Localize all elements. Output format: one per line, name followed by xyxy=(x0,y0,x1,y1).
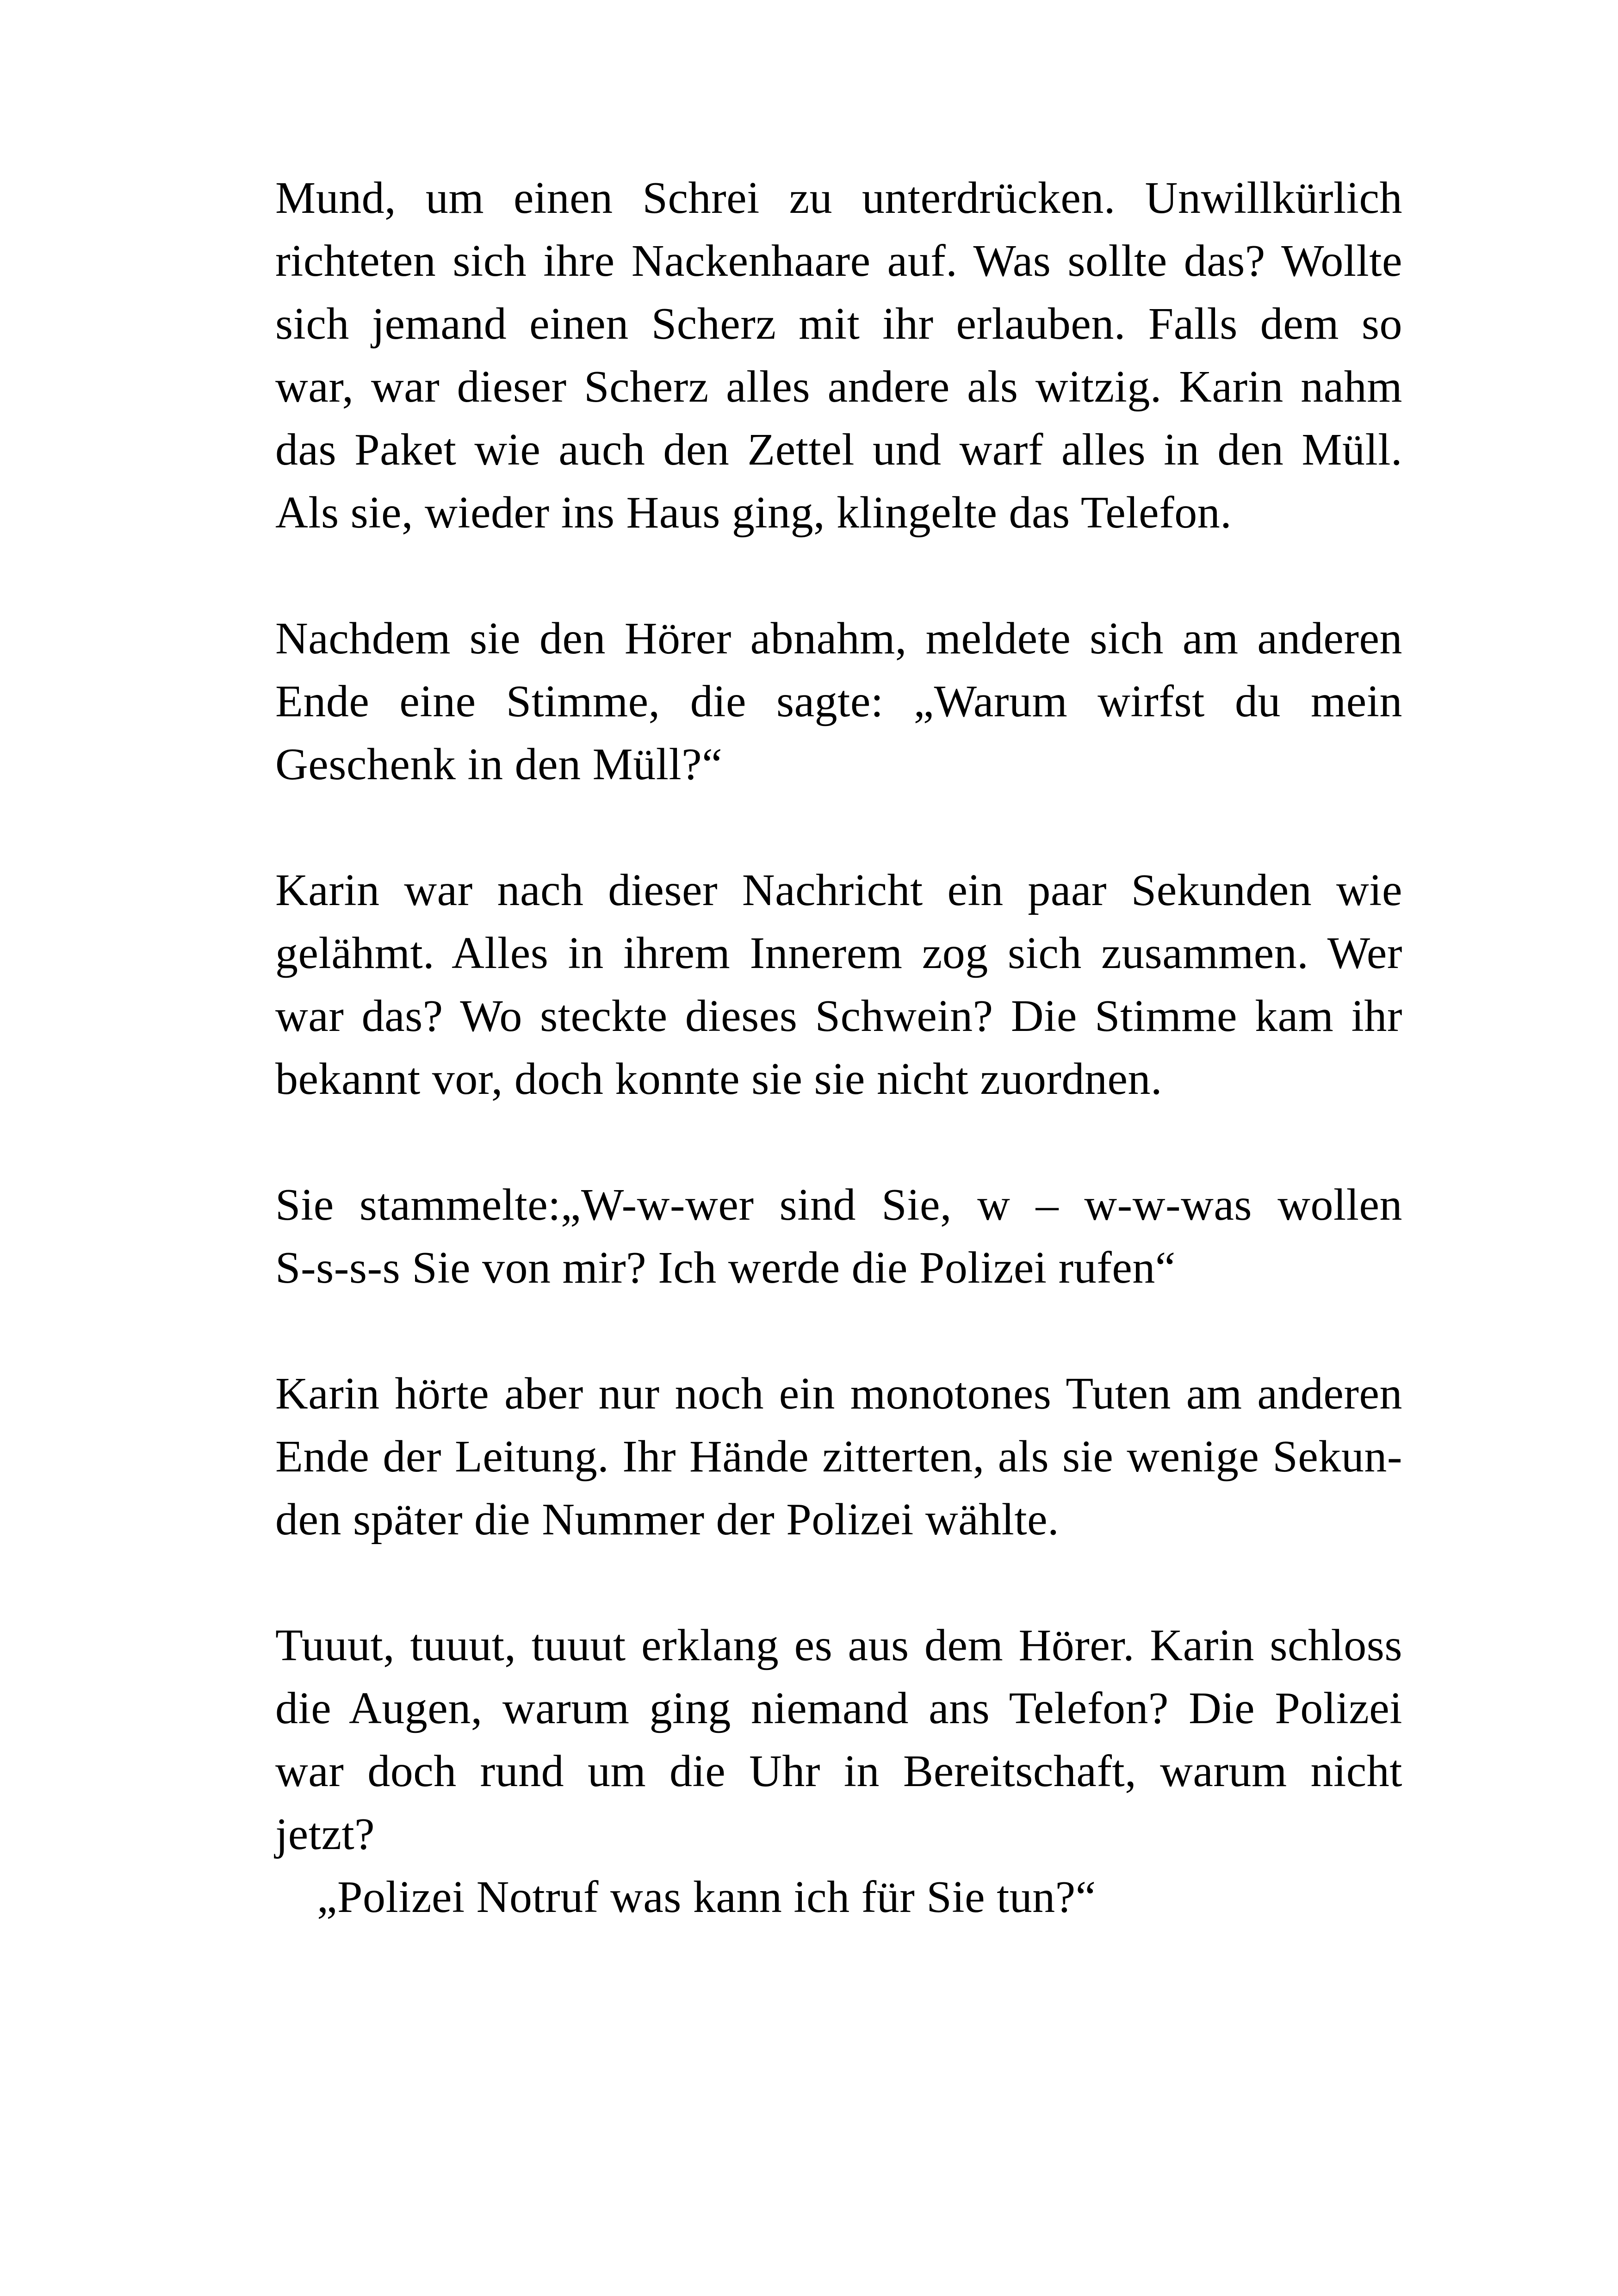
text-line: „Polizei Notruf was kann ich für Sie tun?“ xyxy=(317,1872,1096,1922)
text-line: jetzt? xyxy=(275,1809,375,1859)
text-line: Tuuut, tuuut, tuuut erklang es aus dem Hörer. Karin schloss xyxy=(275,1620,1402,1670)
text-line: Als sie, wieder ins Haus ging, klingelte das Telefon. xyxy=(275,488,1232,538)
text-line: S-s-s-s Sie von mir? Ich werde die Polizei rufen“ xyxy=(275,1243,1176,1293)
paragraph xyxy=(275,1173,1402,1299)
text-line: war das? Wo steckte dieses Schwein? Die Stimme kam ihr xyxy=(275,991,1402,1041)
text-line: bekannt vor, doch konnte sie sie nicht zuordnen. xyxy=(275,1054,1162,1104)
paragraph xyxy=(275,1614,1402,1866)
text-line: die Augen, warum ging niemand ans Telefon? Die Polizei xyxy=(275,1683,1402,1733)
text-line: Ende eine Stimme, die sagte: „Warum wirfst du mein xyxy=(275,676,1402,726)
text-column xyxy=(275,167,1402,1992)
paragraph xyxy=(275,859,1402,1111)
text-line: war, war dieser Scherz alles andere als witzig. Karin nahm xyxy=(275,362,1402,412)
text-line: Karin war nach dieser Nachricht ein paar Sekunden wie xyxy=(275,865,1402,915)
text-line: richteten sich ihre Nackenhaare auf. Was sollte das? Wollte xyxy=(275,236,1402,286)
paragraph xyxy=(275,167,1402,544)
text-line: Mund, um einen Schrei zu unterdrücken. Unwillkürlich xyxy=(275,173,1402,223)
text-line: war doch rund um die Uhr in Bereitschaft, warum nicht xyxy=(275,1746,1402,1796)
text-line: Karin hörte aber nur noch ein monotones Tuten am anderen xyxy=(275,1369,1402,1419)
paragraph xyxy=(275,1866,1402,1929)
text-line: Ende der Leitung. Ihr Hände zitterten, als sie wenige Sekun- xyxy=(275,1432,1402,1482)
paragraph xyxy=(275,1362,1402,1551)
text-line: Nachdem sie den Hörer abnahm, meldete sich am anderen xyxy=(275,614,1402,664)
text-line: den später die Nummer der Polizei wählte. xyxy=(275,1495,1060,1545)
text-line: das Paket wie auch den Zettel und warf alles in den Müll. xyxy=(275,425,1402,475)
text-line: gelähmt. Alles in ihrem Innerem zog sich zusammen. Wer xyxy=(275,928,1402,978)
text-line: Sie stammelte:„W-w-wer sind Sie, w – w-w-was wollen xyxy=(275,1180,1402,1230)
text-line: sich jemand einen Scherz mit ihr erlauben. Falls dem so xyxy=(275,299,1402,349)
text-line: Geschenk in den Müll?“ xyxy=(275,739,723,789)
paragraph xyxy=(275,607,1402,796)
